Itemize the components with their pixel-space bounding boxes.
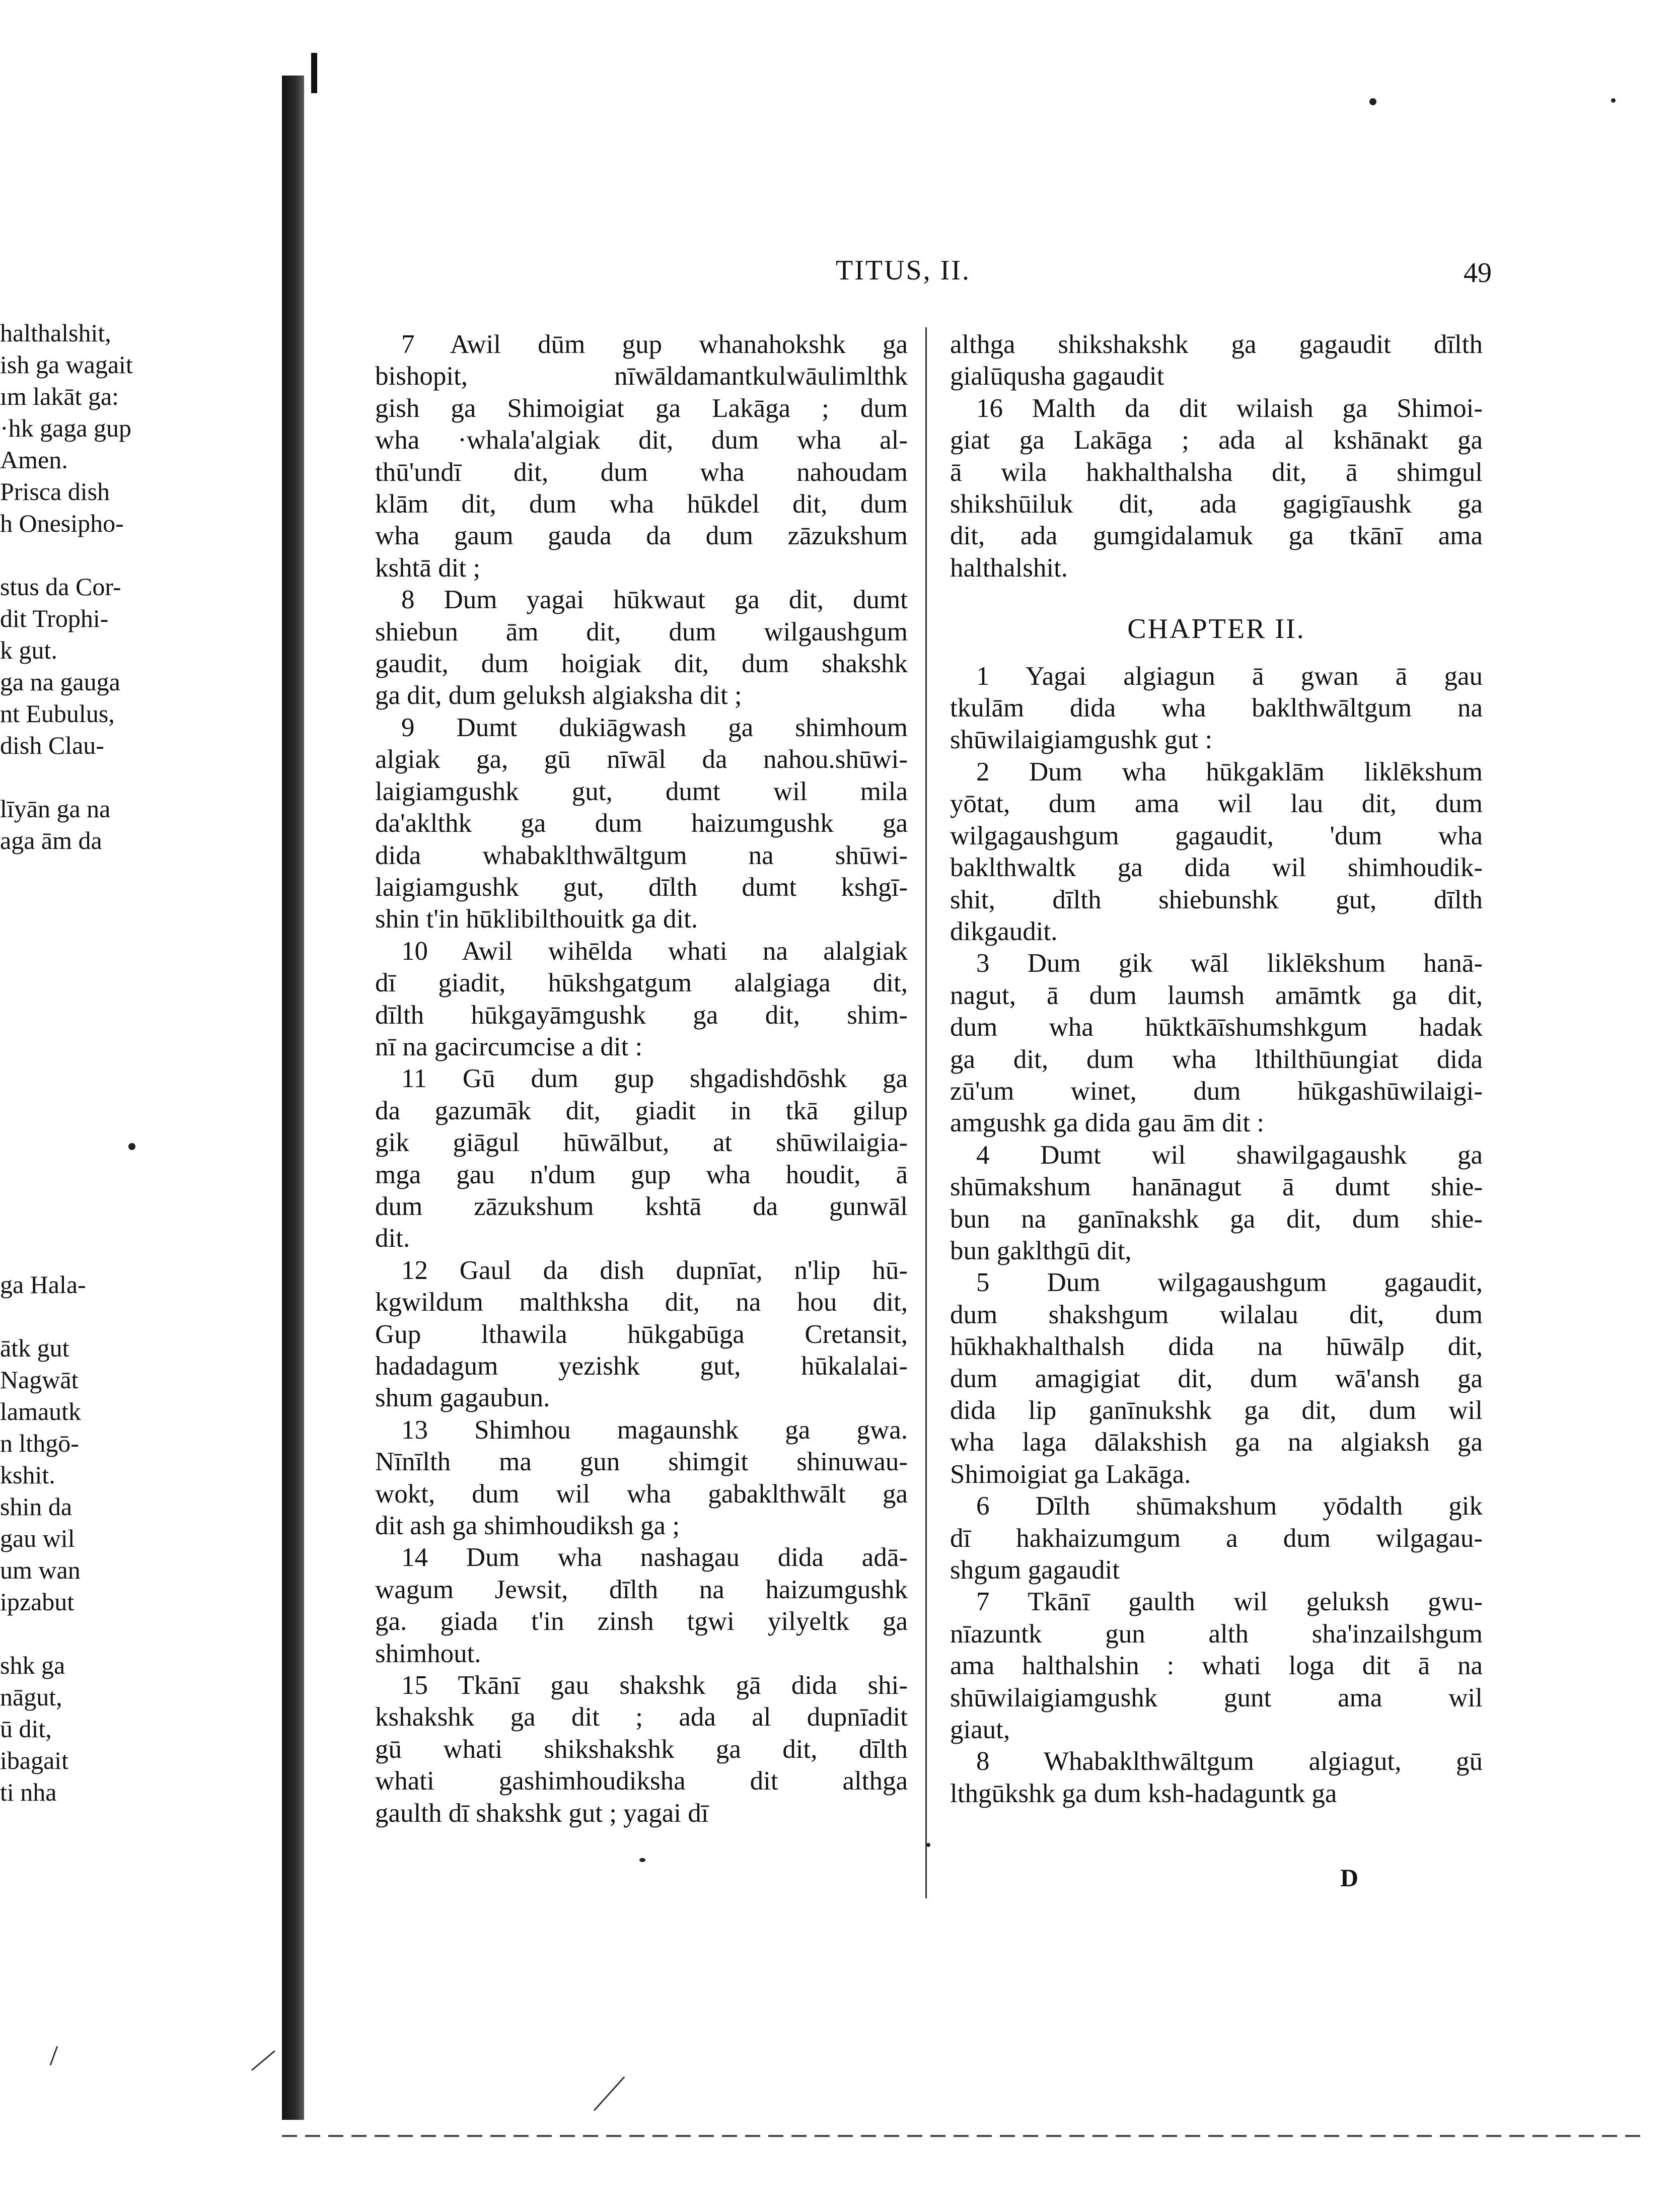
verse: [950, 661, 1483, 756]
verse-line: wha laga dālakshish ga na algiaksh ga: [950, 1428, 1483, 1457]
facing-page-line: ipzabut: [0, 1588, 75, 1616]
verse-line: laigiamgushk gut, dumt wil mila: [375, 776, 908, 806]
facing-page-line: ish ga wagait: [0, 350, 133, 379]
verse-line: gaudit, dum hoigiak dit, dum shakshk: [375, 649, 908, 679]
verse-line: 11 Gū dum gup shgadishdōshk ga: [401, 1064, 908, 1094]
ink-speck: [128, 1143, 135, 1150]
verse-line: gialūqusha gagaudit: [950, 362, 1164, 391]
verse-line: 8 Dum yagai hūkwaut ga dit, dumt: [401, 585, 908, 615]
verse-line: 15 Tkānī gau shakshk gā dida shi-: [401, 1671, 908, 1700]
facing-page-line: [0, 888, 237, 920]
verse-line: algiak ga, gū nīwāl da nahou.shūwi-: [375, 745, 908, 774]
verse-line: Shimoigiat ga Lakāga.: [950, 1459, 1191, 1489]
verse-line: 12 Gaul da dish dupnīat, n'lip hū-: [401, 1255, 908, 1285]
column-divider: [925, 327, 927, 1898]
verse-line: kgwildum malthksha dit, na hou dit,: [375, 1288, 908, 1317]
ink-speck: [639, 1858, 645, 1862]
facing-page-line: [0, 761, 237, 793]
binding-gutter-shadow: [282, 76, 304, 2120]
facing-page-line: [0, 1110, 237, 1142]
verse-line: da'aklthk ga dum haizumgushk ga: [375, 809, 908, 838]
facing-page-line: [0, 1205, 237, 1237]
verse-line: althga shikshakshk ga gagaudit dīlth: [950, 330, 1483, 359]
verse-line: ga dit, dum wha lthilthūungiat dida: [950, 1044, 1483, 1074]
verse-line: gish ga Shimoigiat ga Lakāga ; dum: [375, 393, 908, 423]
ink-speck: [926, 1843, 930, 1847]
verse-line: lthgūkshk ga dum ksh-hadaguntk ga: [950, 1778, 1337, 1808]
verse-line: wha gaum gauda da dum zāzukshum: [375, 521, 908, 551]
verse-line: nī na gacircumcise a dit :: [375, 1032, 643, 1061]
verse-line: 9 Dumt dukiāgwash ga shimhoum: [401, 712, 908, 742]
facing-page-line: [0, 1142, 237, 1174]
verse-line: shit, dīlth shiebunshk gut, dīlth: [950, 885, 1483, 914]
facing-page-line: nt Eubulus,: [0, 699, 115, 728]
facing-page-line: gau wil: [0, 1524, 75, 1552]
verse-line: kshtā dit ;: [375, 553, 481, 583]
verse-line: 8 Whabaklthwāltgum algiagut, gū: [976, 1747, 1483, 1776]
verse-line: 1 Yagai algiagun ā gwan ā gau: [976, 661, 1483, 691]
verse: [375, 329, 908, 584]
facing-page-line: ım lakāt ga:: [0, 382, 119, 410]
facing-page-line: ·hk gaga gup: [0, 414, 132, 442]
verse-line: 3 Dum gik wāl liklēkshum hanā-: [976, 949, 1483, 978]
verse-line: laigiamgushk gut, dīlth dumt kshgī-: [375, 872, 908, 902]
verse-line: shgum gagaudit: [950, 1555, 1120, 1585]
verse: [375, 1255, 908, 1414]
verse-line: dum shakshgum wilalau dit, dum: [950, 1300, 1483, 1329]
verse-line: 13 Shimhou magaunshk ga gwa.: [401, 1415, 908, 1445]
verse-line: shūwilaigiamgushk gunt ama wil: [950, 1683, 1483, 1712]
facing-page-line: halthalshit,: [0, 319, 111, 347]
verse: [375, 584, 908, 712]
verse-line: halthalshit.: [950, 553, 1068, 583]
verse-line: dum amagigiat dit, dum wā'ansh ga: [950, 1364, 1483, 1393]
page-number: 49: [1464, 257, 1492, 289]
verse: [950, 756, 1483, 948]
verse-line: ā wila hakhalthalsha dit, ā shimgul: [950, 457, 1483, 487]
verse-line: shūmakshum hanānagut ā dumt shie-: [950, 1172, 1483, 1202]
facing-page-line: [0, 1015, 237, 1047]
facing-page-line: [0, 1618, 237, 1650]
verse-line: gik giāgul hūwālbut, at shūwilaigia-: [375, 1128, 908, 1158]
facing-page-line: aga ām da: [0, 826, 102, 854]
verse-line: gū whati shikshakshk ga dit, dīlth: [375, 1734, 908, 1764]
verse: [950, 1267, 1483, 1490]
facing-page-line: [0, 920, 237, 952]
verse: [950, 1586, 1483, 1746]
verse-line: dī giadit, hūkshgatgum alalgiaga dit,: [375, 968, 908, 998]
verse-line: baklthwaltk ga dida wil shimhoudik-: [950, 853, 1483, 883]
facing-page-line: [0, 857, 237, 888]
verse-line: dit.: [375, 1224, 410, 1253]
verses-after-chapter: [950, 661, 1483, 1810]
verse-line: shum gagaubun.: [375, 1383, 550, 1413]
verse-line: ama halthalshin : whati loga dit ā na: [950, 1651, 1483, 1681]
verse-line: dikgaudit.: [950, 916, 1058, 946]
verse-line: 14 Dum wha nashagau dida adā-: [401, 1543, 908, 1573]
verse-line: zū'um winet, dum hūkgashūwilaigi-: [950, 1076, 1483, 1106]
facing-page-line: ū dit,: [0, 1715, 52, 1743]
verse: [375, 936, 908, 1063]
facing-page-line: Amen.: [0, 446, 68, 474]
facing-page-line: ga na gauga: [0, 668, 120, 696]
signature-mark: D: [1340, 1864, 1359, 1892]
facing-page-line: lamautk: [0, 1397, 82, 1425]
right-text-column: [950, 329, 1483, 1810]
facing-page-line: [0, 1174, 237, 1205]
facing-page-line: Prisca dish: [0, 477, 110, 506]
pen-mark: [50, 2046, 58, 2065]
verse-line: da gazumāk dit, giadit in tkā gilup: [375, 1096, 908, 1125]
verse: [950, 1490, 1483, 1586]
verse-line: 5 Dum wilgagaushgum gagaudit,: [976, 1268, 1483, 1298]
facing-page-line: [0, 952, 237, 983]
facing-page-line: n lthgō-: [0, 1429, 79, 1457]
facing-page-line: um wan: [0, 1556, 81, 1584]
verse-line: whati gashimhoudiksha dit althga: [375, 1766, 908, 1796]
verse-line: dit, ada gumgidalamuk ga tkānī ama: [950, 521, 1483, 551]
facing-page-line: ibagait: [0, 1746, 69, 1774]
facing-page-line: dish Clau-: [0, 731, 104, 759]
verse-line: amgushk ga dida gau ām dit :: [950, 1108, 1265, 1138]
verse-line: nagut, ā dum laumsh amāmtk ga dit,: [950, 980, 1483, 1010]
binding-mark: [311, 53, 317, 93]
facing-page-fragment: [0, 317, 237, 1808]
ink-speck: [1611, 98, 1616, 103]
verse-line: dida whabaklthwāltgum na shūwi-: [375, 840, 908, 870]
verse: [950, 948, 1483, 1139]
verse-line: 2 Dum wha hūkgaklām liklēkshum: [976, 757, 1483, 787]
running-head: TITUS, II.: [836, 255, 971, 286]
verse: [950, 1746, 1483, 1810]
verse: [950, 1139, 1483, 1267]
verse-line: yōtat, dum ama wil lau dit, dum: [950, 789, 1483, 819]
verse-line: 7 Tkānī gaulth wil geluksh gwu-: [976, 1587, 1483, 1617]
verse-line: gaulth dī shakshk gut ; yagai dī: [375, 1798, 709, 1828]
pen-mark: [251, 2050, 275, 2071]
facing-page-line: [0, 539, 237, 571]
facing-page-line: kshit.: [0, 1461, 55, 1489]
verse-line: dī hakhaizumgum a dum wilgagau-: [950, 1523, 1483, 1553]
verse-line: giat ga Lakāga ; ada al kshānakt ga: [950, 425, 1483, 455]
verse: [375, 1670, 908, 1829]
verse-line: 6 Dīlth shūmakshum yōdalth gik: [976, 1491, 1483, 1521]
verse-line: bun na ganīnakshk ga dit, dum shie-: [950, 1204, 1483, 1234]
facing-page-line: k gut.: [0, 636, 57, 664]
verse-line: dida lip ganīnukshk ga dit, dum wil: [950, 1396, 1483, 1425]
verse: [375, 1542, 908, 1670]
verse-line: dīlth hūkgayāmgushk ga dit, shim-: [375, 1000, 908, 1030]
pen-mark: [594, 2077, 625, 2111]
verse-line: tkulām dida wha baklthwāltgum na: [950, 693, 1483, 723]
verse-line: ga. giada t'in zinsh tgwi yilyeltk ga: [375, 1607, 908, 1636]
facing-page-line: [0, 1079, 237, 1110]
facing-page-line: nāgut,: [0, 1683, 62, 1711]
verse-line: Nīnīlth ma gun shimgit shinuwau-: [375, 1447, 908, 1477]
verse-line: shimhout.: [375, 1638, 481, 1668]
verse: [375, 712, 908, 936]
verse-line: shūwilaigiamgushk gut :: [950, 725, 1213, 755]
verse-line: hadadagum yezishk gut, hūkalalai-: [375, 1351, 908, 1381]
facing-page-line: [0, 1047, 237, 1079]
facing-page-line: stus da Cor-: [0, 573, 121, 601]
facing-page-line: ātk gut: [0, 1334, 69, 1362]
facing-page-line: shin da: [0, 1492, 72, 1521]
continued-verse: [950, 329, 1483, 393]
verse-line: shiebun ām dit, dum wilgaushgum: [375, 617, 908, 647]
verse-line: dit ash ga shimhoudiksh ga ;: [375, 1511, 680, 1541]
verse-line: giaut,: [950, 1715, 1010, 1745]
facing-page-line: līyān ga na: [0, 795, 111, 823]
ink-speck: [1369, 98, 1376, 105]
verse-line: 7 Awil dūm gup whanahokshk ga: [401, 330, 908, 359]
verse-line: wha ·whala'algiak dit, dum wha al-: [375, 425, 908, 455]
verse-line: klām dit, dum wha hūkdel dit, dum: [375, 489, 908, 519]
verse-line: shin t'in hūklibilthouitk ga dit.: [375, 904, 698, 934]
verse: [375, 1414, 908, 1542]
facing-page-line: h Onesipho-: [0, 509, 124, 537]
verses-before-chapter: [950, 393, 1483, 584]
verse-line: 16 Malth da dit wilaish ga Shimoi-: [976, 393, 1483, 423]
verse-line: bishopit, nīwāldamantkulwāulimlthk: [375, 362, 908, 391]
verse-line: wilgagaushgum gagaudit, 'dum wha: [950, 821, 1483, 850]
verse-line: thū'undī dit, dum wha nahoudam: [375, 457, 908, 487]
verse-line: 4 Dumt wil shawilgagaushk ga: [976, 1140, 1483, 1170]
facing-page-line: dit Trophi-: [0, 604, 109, 632]
verse-line: shikshūiluk dit, ada gagigīaushk ga: [950, 489, 1483, 519]
chapter-heading: CHAPTER II.: [1127, 613, 1305, 645]
verse-line: hūkhakhalthalsh dida na hūwālp dit,: [950, 1332, 1483, 1362]
left-text-column: [375, 329, 908, 1829]
facing-page-line: [0, 983, 237, 1015]
facing-page-line: ti nha: [0, 1778, 57, 1806]
facing-page-line: [0, 1237, 237, 1269]
verse: [950, 393, 1483, 584]
verse-line: wagum Jewsit, dīlth na haizumgushk: [375, 1575, 908, 1604]
verse-line: nīazuntk gun alth sha'inzailshgum: [950, 1619, 1483, 1649]
verse: [375, 1063, 908, 1254]
verse-line: 10 Awil wihēlda whati na alalgiak: [401, 936, 908, 966]
verse-line: dum wha hūktkāīshumshkgum hadak: [950, 1013, 1483, 1042]
verse-line: Gup lthawila hūkgabūga Cretansit,: [375, 1319, 908, 1349]
facing-page-line: [0, 1301, 237, 1332]
verse-line: kshakshk ga dit ; ada al dupnīadit: [375, 1702, 908, 1732]
page-bottom-edge: [282, 2135, 1641, 2137]
verse-line: bun gaklthgū dit,: [950, 1236, 1132, 1265]
facing-page-line: shk ga: [0, 1651, 65, 1679]
facing-page-line: Nagwāt: [0, 1366, 79, 1394]
verse-line: wokt, dum wil wha gabaklthwālt ga: [375, 1479, 908, 1509]
verse-line: mga gau n'dum gup wha houdit, ā: [375, 1160, 908, 1189]
verse-line: ga dit, dum geluksh algiaksha dit ;: [375, 681, 742, 710]
facing-page-line: ga Hala-: [0, 1270, 86, 1299]
verse-line: dum zāzukshum kshtā da gunwāl: [375, 1191, 908, 1221]
